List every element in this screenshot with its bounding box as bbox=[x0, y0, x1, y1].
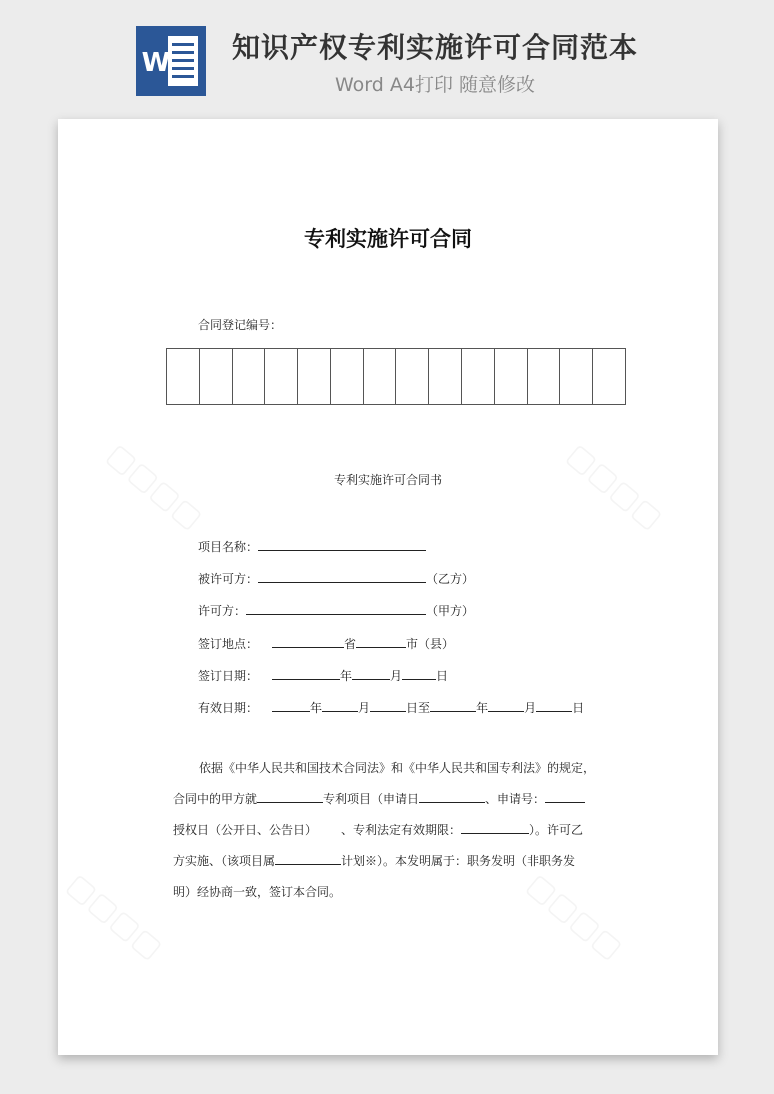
registration-digit-box[interactable] bbox=[429, 349, 462, 404]
plan-blank[interactable] bbox=[275, 851, 341, 865]
apply-number-blank[interactable] bbox=[545, 789, 585, 803]
end-month-blank[interactable] bbox=[488, 698, 524, 712]
registration-digit-box[interactable] bbox=[200, 349, 233, 404]
registration-digit-box[interactable] bbox=[560, 349, 593, 404]
sign-day-blank[interactable] bbox=[402, 666, 436, 680]
registration-digit-box[interactable] bbox=[462, 349, 495, 404]
licensor-field bbox=[198, 601, 474, 619]
registration-number-boxes[interactable] bbox=[166, 348, 626, 405]
city-unit: 市（县） bbox=[406, 637, 455, 651]
sign-date-label: 签订日期： bbox=[198, 669, 259, 683]
body-line: 方实施、（该项目属 计划※）。本发明属于：职务发明（非职务发 bbox=[173, 846, 603, 877]
city-blank[interactable] bbox=[356, 634, 406, 648]
document-title: 专利实施许可合同 bbox=[304, 227, 472, 251]
valid-day-blank[interactable] bbox=[370, 698, 406, 712]
valid-month-blank[interactable] bbox=[322, 698, 358, 712]
body-line: 依据《中华人民共和国技术合同法》和《中华人民共和国专利法》的规定， bbox=[199, 761, 596, 775]
body-line: 明）经协商一致，签订本合同。 bbox=[173, 885, 342, 899]
province-unit: 省 bbox=[344, 637, 357, 651]
registration-digit-box[interactable] bbox=[528, 349, 561, 404]
body-line: 合同中的甲方就 专利项目（申请日 、申请号： bbox=[173, 784, 603, 815]
registration-digit-box[interactable] bbox=[167, 349, 200, 404]
project-name-field bbox=[198, 537, 426, 555]
licensor-blank[interactable] bbox=[246, 601, 426, 615]
registration-digit-box[interactable] bbox=[364, 349, 397, 404]
body-paragraph bbox=[173, 753, 603, 908]
registration-digit-box[interactable] bbox=[593, 349, 625, 404]
registration-digit-box[interactable] bbox=[298, 349, 331, 404]
body-line: 授权日（公开日、公告日） 、专利法定有效期限： ）。许可乙 bbox=[173, 815, 603, 846]
registration-digit-box[interactable] bbox=[331, 349, 364, 404]
patentee-blank[interactable] bbox=[257, 789, 323, 803]
month-unit: 月 bbox=[524, 701, 537, 715]
month-unit: 月 bbox=[358, 701, 371, 715]
licensee-suffix: （乙方） bbox=[426, 572, 475, 586]
year-unit: 年 bbox=[310, 701, 323, 715]
licensor-label: 许可方： bbox=[198, 604, 247, 618]
validity-blank[interactable] bbox=[461, 820, 529, 834]
sign-place-label: 签订地点： bbox=[198, 637, 259, 651]
section-title: 专利实施许可合同书 bbox=[333, 473, 442, 487]
month-unit: 月 bbox=[390, 669, 403, 683]
valid-year-blank[interactable] bbox=[272, 698, 310, 712]
banner-title: 知识产权专利实施许可合同范本 bbox=[231, 31, 638, 64]
end-year-blank[interactable] bbox=[430, 698, 476, 712]
banner-subtitle: Word A4打印 随意修改 bbox=[334, 74, 535, 96]
registration-digit-box[interactable] bbox=[265, 349, 298, 404]
sign-year-blank[interactable] bbox=[272, 666, 340, 680]
registration-digit-box[interactable] bbox=[233, 349, 266, 404]
word-app-icon bbox=[136, 26, 206, 96]
watermark-logo bbox=[60, 867, 169, 967]
project-name-label: 项目名称： bbox=[198, 540, 259, 554]
day-unit: 日 bbox=[572, 701, 585, 715]
year-unit: 年 bbox=[476, 701, 489, 715]
licensee-field bbox=[198, 569, 474, 587]
apply-date-blank[interactable] bbox=[419, 789, 485, 803]
registration-label: 合同登记编号： bbox=[198, 318, 283, 332]
word-logo-letter: W bbox=[141, 48, 171, 78]
banner bbox=[0, 0, 774, 118]
registration-digit-box[interactable] bbox=[396, 349, 429, 404]
province-blank[interactable] bbox=[272, 634, 344, 648]
licensee-blank[interactable] bbox=[258, 569, 426, 583]
sign-month-blank[interactable] bbox=[352, 666, 390, 680]
licensee-label: 被许可方： bbox=[198, 572, 259, 586]
document-page bbox=[58, 119, 718, 1055]
day-unit: 日 bbox=[436, 669, 449, 683]
registration-digit-box[interactable] bbox=[495, 349, 528, 404]
sign-date-field bbox=[198, 666, 448, 684]
valid-date-label: 有效日期： bbox=[198, 701, 259, 715]
day-to-unit: 日至 bbox=[406, 701, 431, 715]
project-name-blank[interactable] bbox=[258, 537, 426, 551]
valid-date-field bbox=[198, 698, 584, 716]
year-unit: 年 bbox=[340, 669, 353, 683]
licensor-suffix: （甲方） bbox=[426, 604, 475, 618]
end-day-blank[interactable] bbox=[536, 698, 572, 712]
sign-place-field bbox=[198, 634, 454, 652]
